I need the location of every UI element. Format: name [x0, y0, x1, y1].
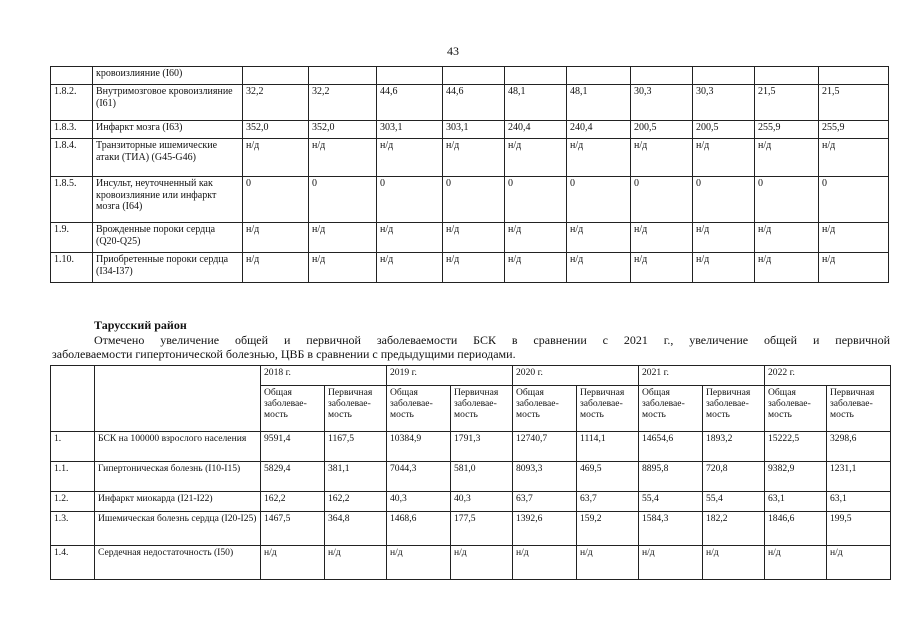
value-cell: н/д — [693, 139, 755, 177]
value-cell: 12740,7 — [513, 432, 577, 462]
value-cell: 352,0 — [309, 121, 377, 139]
value-cell: 0 — [443, 177, 505, 223]
row-number-cell — [51, 67, 93, 85]
value-cell: н/д — [377, 223, 443, 253]
value-cell: 1584,3 — [639, 512, 703, 546]
value-cell: 162,2 — [325, 492, 387, 512]
value-cell: 255,9 — [819, 121, 889, 139]
value-cell: н/д — [377, 139, 443, 177]
value-cell: 581,0 — [451, 462, 513, 492]
value-cell: н/д — [639, 546, 703, 580]
row-name-cell: Сердечная недостаточность (I50) — [95, 546, 261, 580]
value-cell: 63,1 — [827, 492, 891, 512]
value-cell: н/д — [243, 253, 309, 283]
table-row — [51, 492, 891, 512]
value-cell: н/д — [631, 139, 693, 177]
value-cell: 0 — [693, 177, 755, 223]
value-cell: 381,1 — [325, 462, 387, 492]
header-name-cell — [95, 366, 261, 432]
row-name-cell: Приобретенные пороки сердца (I34-I37) — [93, 253, 243, 283]
value-cell: 0 — [631, 177, 693, 223]
value-cell: 240,4 — [505, 121, 567, 139]
table-row — [51, 85, 889, 121]
row-number-cell: 1.10. — [51, 253, 93, 283]
year-header-cell: 2020 г. — [513, 366, 639, 386]
value-cell: 240,4 — [567, 121, 631, 139]
value-cell: н/д — [513, 546, 577, 580]
value-cell: н/д — [451, 546, 513, 580]
table-row — [51, 223, 889, 253]
value-cell: 7044,3 — [387, 462, 451, 492]
value-cell: 0 — [377, 177, 443, 223]
value-cell: н/д — [567, 223, 631, 253]
row-number-cell: 1.8.4. — [51, 139, 93, 177]
value-cell: 55,4 — [703, 492, 765, 512]
value-cell: 63,7 — [513, 492, 577, 512]
value-cell: 55,4 — [639, 492, 703, 512]
section-title: Тарусский район — [94, 318, 187, 332]
row-name-cell: Инфаркт мозга (I63) — [93, 121, 243, 139]
year-header-cell: 2021 г. — [639, 366, 765, 386]
value-cell: 159,2 — [577, 512, 639, 546]
value-cell: н/д — [387, 546, 451, 580]
value-cell: 255,9 — [755, 121, 819, 139]
value-cell: 48,1 — [505, 85, 567, 121]
value-cell: 44,6 — [443, 85, 505, 121]
table-row — [51, 121, 889, 139]
value-cell — [567, 67, 631, 85]
value-cell: 8093,3 — [513, 462, 577, 492]
table-tarusa-district — [50, 365, 891, 580]
value-cell: 0 — [819, 177, 889, 223]
value-cell — [443, 67, 505, 85]
subheader-general: Общая заболевае-мость — [639, 386, 703, 432]
value-cell: 1231,1 — [827, 462, 891, 492]
value-cell: 1167,5 — [325, 432, 387, 462]
value-cell: 1846,6 — [765, 512, 827, 546]
value-cell: 32,2 — [243, 85, 309, 121]
value-cell: н/д — [243, 223, 309, 253]
year-header-cell: 2018 г. — [261, 366, 387, 386]
value-cell: 10384,9 — [387, 432, 451, 462]
row-number-cell: 1.9. — [51, 223, 93, 253]
value-cell: 1392,6 — [513, 512, 577, 546]
value-cell: 177,5 — [451, 512, 513, 546]
value-cell: н/д — [443, 223, 505, 253]
subheader-general: Общая заболевае-мость — [513, 386, 577, 432]
value-cell: 720,8 — [703, 462, 765, 492]
value-cell: 30,3 — [693, 85, 755, 121]
value-cell: 303,1 — [377, 121, 443, 139]
value-cell: н/д — [243, 139, 309, 177]
value-cell — [505, 67, 567, 85]
value-cell: 40,3 — [387, 492, 451, 512]
value-cell: 1467,5 — [261, 512, 325, 546]
subheader-primary: Первичная заболевае-мость — [451, 386, 513, 432]
value-cell: 352,0 — [243, 121, 309, 139]
value-cell: 9591,4 — [261, 432, 325, 462]
row-name-cell: кровоизлияние (I60) — [93, 67, 243, 85]
page-number: 43 — [447, 44, 459, 58]
value-cell: 30,3 — [631, 85, 693, 121]
value-cell: 0 — [567, 177, 631, 223]
value-cell: н/д — [693, 253, 755, 283]
table-row — [51, 253, 889, 283]
row-number-cell: 1.3. — [51, 512, 95, 546]
value-cell: н/д — [755, 253, 819, 283]
value-cell: 0 — [505, 177, 567, 223]
value-cell: 1893,2 — [703, 432, 765, 462]
header-number-cell — [51, 366, 95, 432]
value-cell: 32,2 — [309, 85, 377, 121]
value-cell: н/д — [505, 223, 567, 253]
table-row — [51, 546, 891, 580]
value-cell: 199,5 — [827, 512, 891, 546]
row-number-cell: 1.2. — [51, 492, 95, 512]
value-cell: н/д — [765, 546, 827, 580]
value-cell: н/д — [443, 253, 505, 283]
value-cell — [243, 67, 309, 85]
value-cell: 1114,1 — [577, 432, 639, 462]
row-name-cell: Ишемическая болезнь сердца (I20-I25) — [95, 512, 261, 546]
value-cell: н/д — [567, 253, 631, 283]
value-cell: н/д — [567, 139, 631, 177]
section-paragraph-line1: Отмечено увеличение общей и первичной заболеваемости БСК в сравнении с 2021 г., увеличение общей и первичной — [94, 333, 890, 347]
value-cell: 15222,5 — [765, 432, 827, 462]
value-cell: н/д — [755, 139, 819, 177]
value-cell: 469,5 — [577, 462, 639, 492]
subheader-primary: Первичная заболевае-мость — [703, 386, 765, 432]
value-cell: 9382,9 — [765, 462, 827, 492]
subheader-primary: Первичная заболевае-мость — [577, 386, 639, 432]
subheader-primary: Первичная заболевае-мость — [325, 386, 387, 432]
value-cell: 1468,6 — [387, 512, 451, 546]
table-row — [51, 512, 891, 546]
value-cell: 182,2 — [703, 512, 765, 546]
value-cell: н/д — [309, 253, 377, 283]
value-cell — [693, 67, 755, 85]
row-name-cell: Внутримозговое кровоизлияние (I61) — [93, 85, 243, 121]
table-row — [51, 432, 891, 462]
subheader-general: Общая заболевае-мость — [261, 386, 325, 432]
value-cell: н/д — [309, 223, 377, 253]
value-cell: н/д — [755, 223, 819, 253]
value-cell: н/д — [693, 223, 755, 253]
value-cell: 63,7 — [577, 492, 639, 512]
value-cell: н/д — [325, 546, 387, 580]
value-cell: 303,1 — [443, 121, 505, 139]
table-row — [51, 139, 889, 177]
row-number-cell: 1.8.3. — [51, 121, 93, 139]
value-cell: 200,5 — [693, 121, 755, 139]
row-name-cell: Транзиторные ишемические атаки (ТИА) (G45-G46) — [93, 139, 243, 177]
header-row-years — [51, 366, 891, 386]
value-cell: 63,1 — [765, 492, 827, 512]
value-cell: 0 — [243, 177, 309, 223]
value-cell: 0 — [755, 177, 819, 223]
row-name-cell: Гипертоническая болезнь (I10-I15) — [95, 462, 261, 492]
table-row — [51, 462, 891, 492]
value-cell: н/д — [703, 546, 765, 580]
value-cell: 162,2 — [261, 492, 325, 512]
value-cell: 48,1 — [567, 85, 631, 121]
value-cell: 364,8 — [325, 512, 387, 546]
value-cell: 8895,8 — [639, 462, 703, 492]
row-name-cell: Инфаркт миокарда (I21-I22) — [95, 492, 261, 512]
value-cell: н/д — [443, 139, 505, 177]
row-number-cell: 1.8.2. — [51, 85, 93, 121]
row-number-cell: 1.8.5. — [51, 177, 93, 223]
value-cell: 200,5 — [631, 121, 693, 139]
subheader-general: Общая заболевае-мость — [387, 386, 451, 432]
value-cell: 5829,4 — [261, 462, 325, 492]
year-header-cell: 2019 г. — [387, 366, 513, 386]
value-cell: 21,5 — [819, 85, 889, 121]
value-cell — [755, 67, 819, 85]
value-cell — [631, 67, 693, 85]
value-cell: н/д — [309, 139, 377, 177]
value-cell: н/д — [505, 253, 567, 283]
year-header-cell: 2022 г. — [765, 366, 891, 386]
subheader-primary: Первичная заболевае-мость — [827, 386, 891, 432]
row-name-cell: БСК на 100000 взрослого населения — [95, 432, 261, 462]
value-cell: н/д — [631, 253, 693, 283]
value-cell: н/д — [577, 546, 639, 580]
value-cell: н/д — [261, 546, 325, 580]
value-cell: 0 — [309, 177, 377, 223]
value-cell: н/д — [631, 223, 693, 253]
value-cell — [309, 67, 377, 85]
value-cell: 3298,6 — [827, 432, 891, 462]
row-number-cell: 1.4. — [51, 546, 95, 580]
row-number-cell: 1. — [51, 432, 95, 462]
value-cell: 44,6 — [377, 85, 443, 121]
value-cell: н/д — [505, 139, 567, 177]
table-row — [51, 177, 889, 223]
value-cell: 1791,3 — [451, 432, 513, 462]
value-cell: н/д — [819, 253, 889, 283]
value-cell: н/д — [819, 139, 889, 177]
row-name-cell: Врожденные пороки сердца (Q20-Q25) — [93, 223, 243, 253]
value-cell: н/д — [377, 253, 443, 283]
value-cell: н/д — [827, 546, 891, 580]
value-cell: 14654,6 — [639, 432, 703, 462]
section-paragraph-line2: заболеваемости гипертонической болезнью, ЦВБ в сравнении с предыдущими периодами. — [52, 347, 516, 361]
row-name-cell: Инсульт, неуточненный как кровоизлияние или инфаркт мозга (I64) — [93, 177, 243, 223]
table-stroke-data-continued — [50, 66, 889, 283]
value-cell — [377, 67, 443, 85]
value-cell: 40,3 — [451, 492, 513, 512]
value-cell — [819, 67, 889, 85]
value-cell: 21,5 — [755, 85, 819, 121]
row-number-cell: 1.1. — [51, 462, 95, 492]
value-cell: н/д — [819, 223, 889, 253]
subheader-general: Общая заболевае-мость — [765, 386, 827, 432]
table-row — [51, 67, 889, 85]
